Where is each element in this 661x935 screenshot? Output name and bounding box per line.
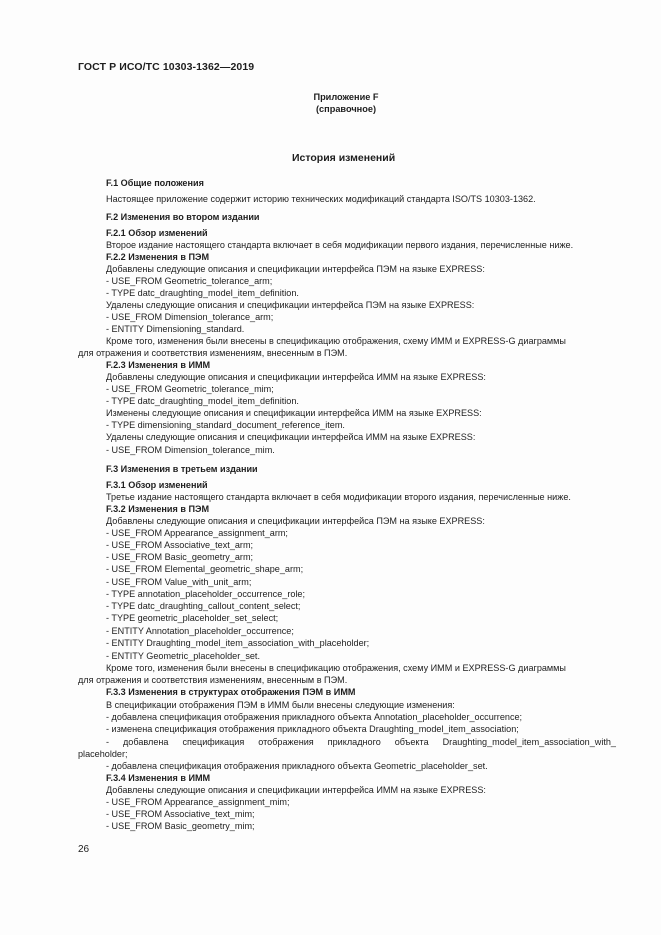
heading-f3-3: F.3.3 Изменения в структурах отображения ПЭМ в ИММ — [106, 687, 356, 697]
appendix-note: (справочное) — [315, 104, 376, 114]
paragraph: Добавлены следующие описания и спецификации интерфейса ПЭМ на языке EXPRESS: — [106, 264, 485, 274]
list-item: - TYPE dimensioning_standard_document_reference_item. — [106, 420, 345, 430]
heading-f3-1: F.3.1 Обзор изменений — [106, 480, 208, 490]
list-item: - ENTITY Annotation_placeholder_occurrence; — [106, 626, 294, 636]
heading-f2-2: F.2.2 Изменения в ПЭМ — [106, 252, 210, 262]
heading-f3-4: F.3.4 Изменения в ИММ — [106, 773, 211, 783]
paragraph-continuation: для отражения и соответствия изменениям, внесенным в ПЭМ. — [78, 348, 348, 358]
list-item: - USE_FROM Dimension_tolerance_arm; — [106, 312, 274, 322]
paragraph: Добавлены следующие описания и спецификации интерфейса ИММ на языке EXPRESS: — [106, 785, 486, 795]
list-item: - изменена спецификация отображения прикладного объекта Draughting_model_item_association; — [106, 724, 519, 734]
heading-f2: F.2 Изменения во втором издании — [106, 212, 260, 222]
paragraph: Добавлены следующие описания и спецификации интерфейса ИММ на языке EXPRESS: — [106, 372, 486, 382]
heading-f3-2: F.3.2 Изменения в ПЭМ — [106, 504, 210, 514]
paragraph: Второе издание настоящего стандарта включает в себя модификации первого издания, перечисленные ниже. — [106, 240, 574, 250]
list-item: - USE_FROM Basic_geometry_arm; — [106, 552, 254, 562]
paragraph: Удалены следующие описания и спецификации интерфейса ИММ на языке EXPRESS: — [106, 432, 476, 442]
standard-header: ГОСТ Р ИСО/ТС 10303-1362—2019 — [78, 61, 255, 73]
paragraph: Удалены следующие описания и спецификации интерфейса ПЭМ на языке EXPRESS: — [106, 300, 475, 310]
paragraph: Добавлены следующие описания и спецификации интерфейса ПЭМ на языке EXPRESS: — [106, 516, 485, 526]
list-item: - добавлена спецификация отображения прикладного объекта Geometric_placeholder_set. — [106, 761, 488, 771]
paragraph: Третье издание настоящего стандарта включает в себя модификации второго издания, перечисленные ниже. — [106, 492, 571, 502]
paragraph: Кроме того, изменения были внесены в спецификацию отображения, схему ИММ и EXPRESS-G диаграммы — [106, 663, 566, 673]
list-item: - ENTITY Geometric_placeholder_set. — [106, 651, 260, 661]
list-item: - USE_FROM Appearance_assignment_arm; — [106, 528, 288, 538]
list-item: - ENTITY Draughting_model_item_association_with_placeholder; — [106, 638, 370, 648]
paragraph: Кроме того, изменения были внесены в спецификацию отображения, схему ИММ и EXPRESS-G диаграммы — [106, 336, 566, 346]
list-item: - USE_FROM Dimension_tolerance_mim. — [106, 445, 275, 455]
paragraph: В спецификации отображения ПЭМ в ИММ были внесены следующие изменения: — [106, 700, 455, 710]
heading-f2-1: F.2.1 Обзор изменений — [106, 228, 208, 238]
paragraph: Изменены следующие описания и спецификации интерфейса ИММ на языке EXPRESS: — [106, 408, 482, 418]
list-item-continuation: placeholder; — [78, 749, 128, 759]
heading-f3: F.3 Изменения в третьем издании — [106, 464, 258, 474]
list-item: - TYPE datc_draughting_callout_content_select; — [106, 601, 301, 611]
list-item: - TYPE annotation_placeholder_occurrence_role; — [106, 589, 306, 599]
paragraph-continuation: для отражения и соответствия изменениям, внесенным в ПЭМ. — [78, 675, 348, 685]
list-item: - USE_FROM Elemental_geometric_shape_arm; — [106, 564, 304, 574]
list-item: - добавлена спецификация отображения прикладного объекта Draughting_model_item_association_with_ — [106, 737, 616, 747]
list-item: - TYPE geometric_placeholder_set_select; — [106, 613, 279, 623]
section-title: История изменений — [292, 152, 396, 164]
list-item: - USE_FROM Geometric_tolerance_arm; — [106, 276, 273, 286]
list-item: - USE_FROM Appearance_assignment_mim; — [106, 797, 290, 807]
list-item: - добавлена спецификация отображения прикладного объекта Annotation_placeholder_occurrence; — [106, 712, 523, 722]
list-item: - USE_FROM Associative_text_arm; — [106, 540, 254, 550]
list-item: - USE_FROM Basic_geometry_mim; — [106, 821, 255, 831]
list-item: - TYPE datc_draughting_model_item_definition. — [106, 288, 299, 298]
list-item: - USE_FROM Geometric_tolerance_mim; — [106, 384, 274, 394]
heading-f2-3: F.2.3 Изменения в ИММ — [106, 360, 211, 370]
list-item: - TYPE datc_draughting_model_item_definition. — [106, 396, 299, 406]
paragraph: Настоящее приложение содержит историю технических модификаций стандарта ISO/TS 10303-1362. — [106, 194, 536, 204]
appendix-label: Приложение F — [313, 92, 379, 102]
list-item: - ENTITY Dimensioning_standard. — [106, 324, 245, 334]
list-item: - USE_FROM Associative_text_mim; — [106, 809, 255, 819]
list-item: - USE_FROM Value_with_unit_arm; — [106, 577, 252, 587]
page-number: 26 — [78, 844, 90, 855]
heading-f1: F.1 Общие положения — [106, 178, 204, 188]
